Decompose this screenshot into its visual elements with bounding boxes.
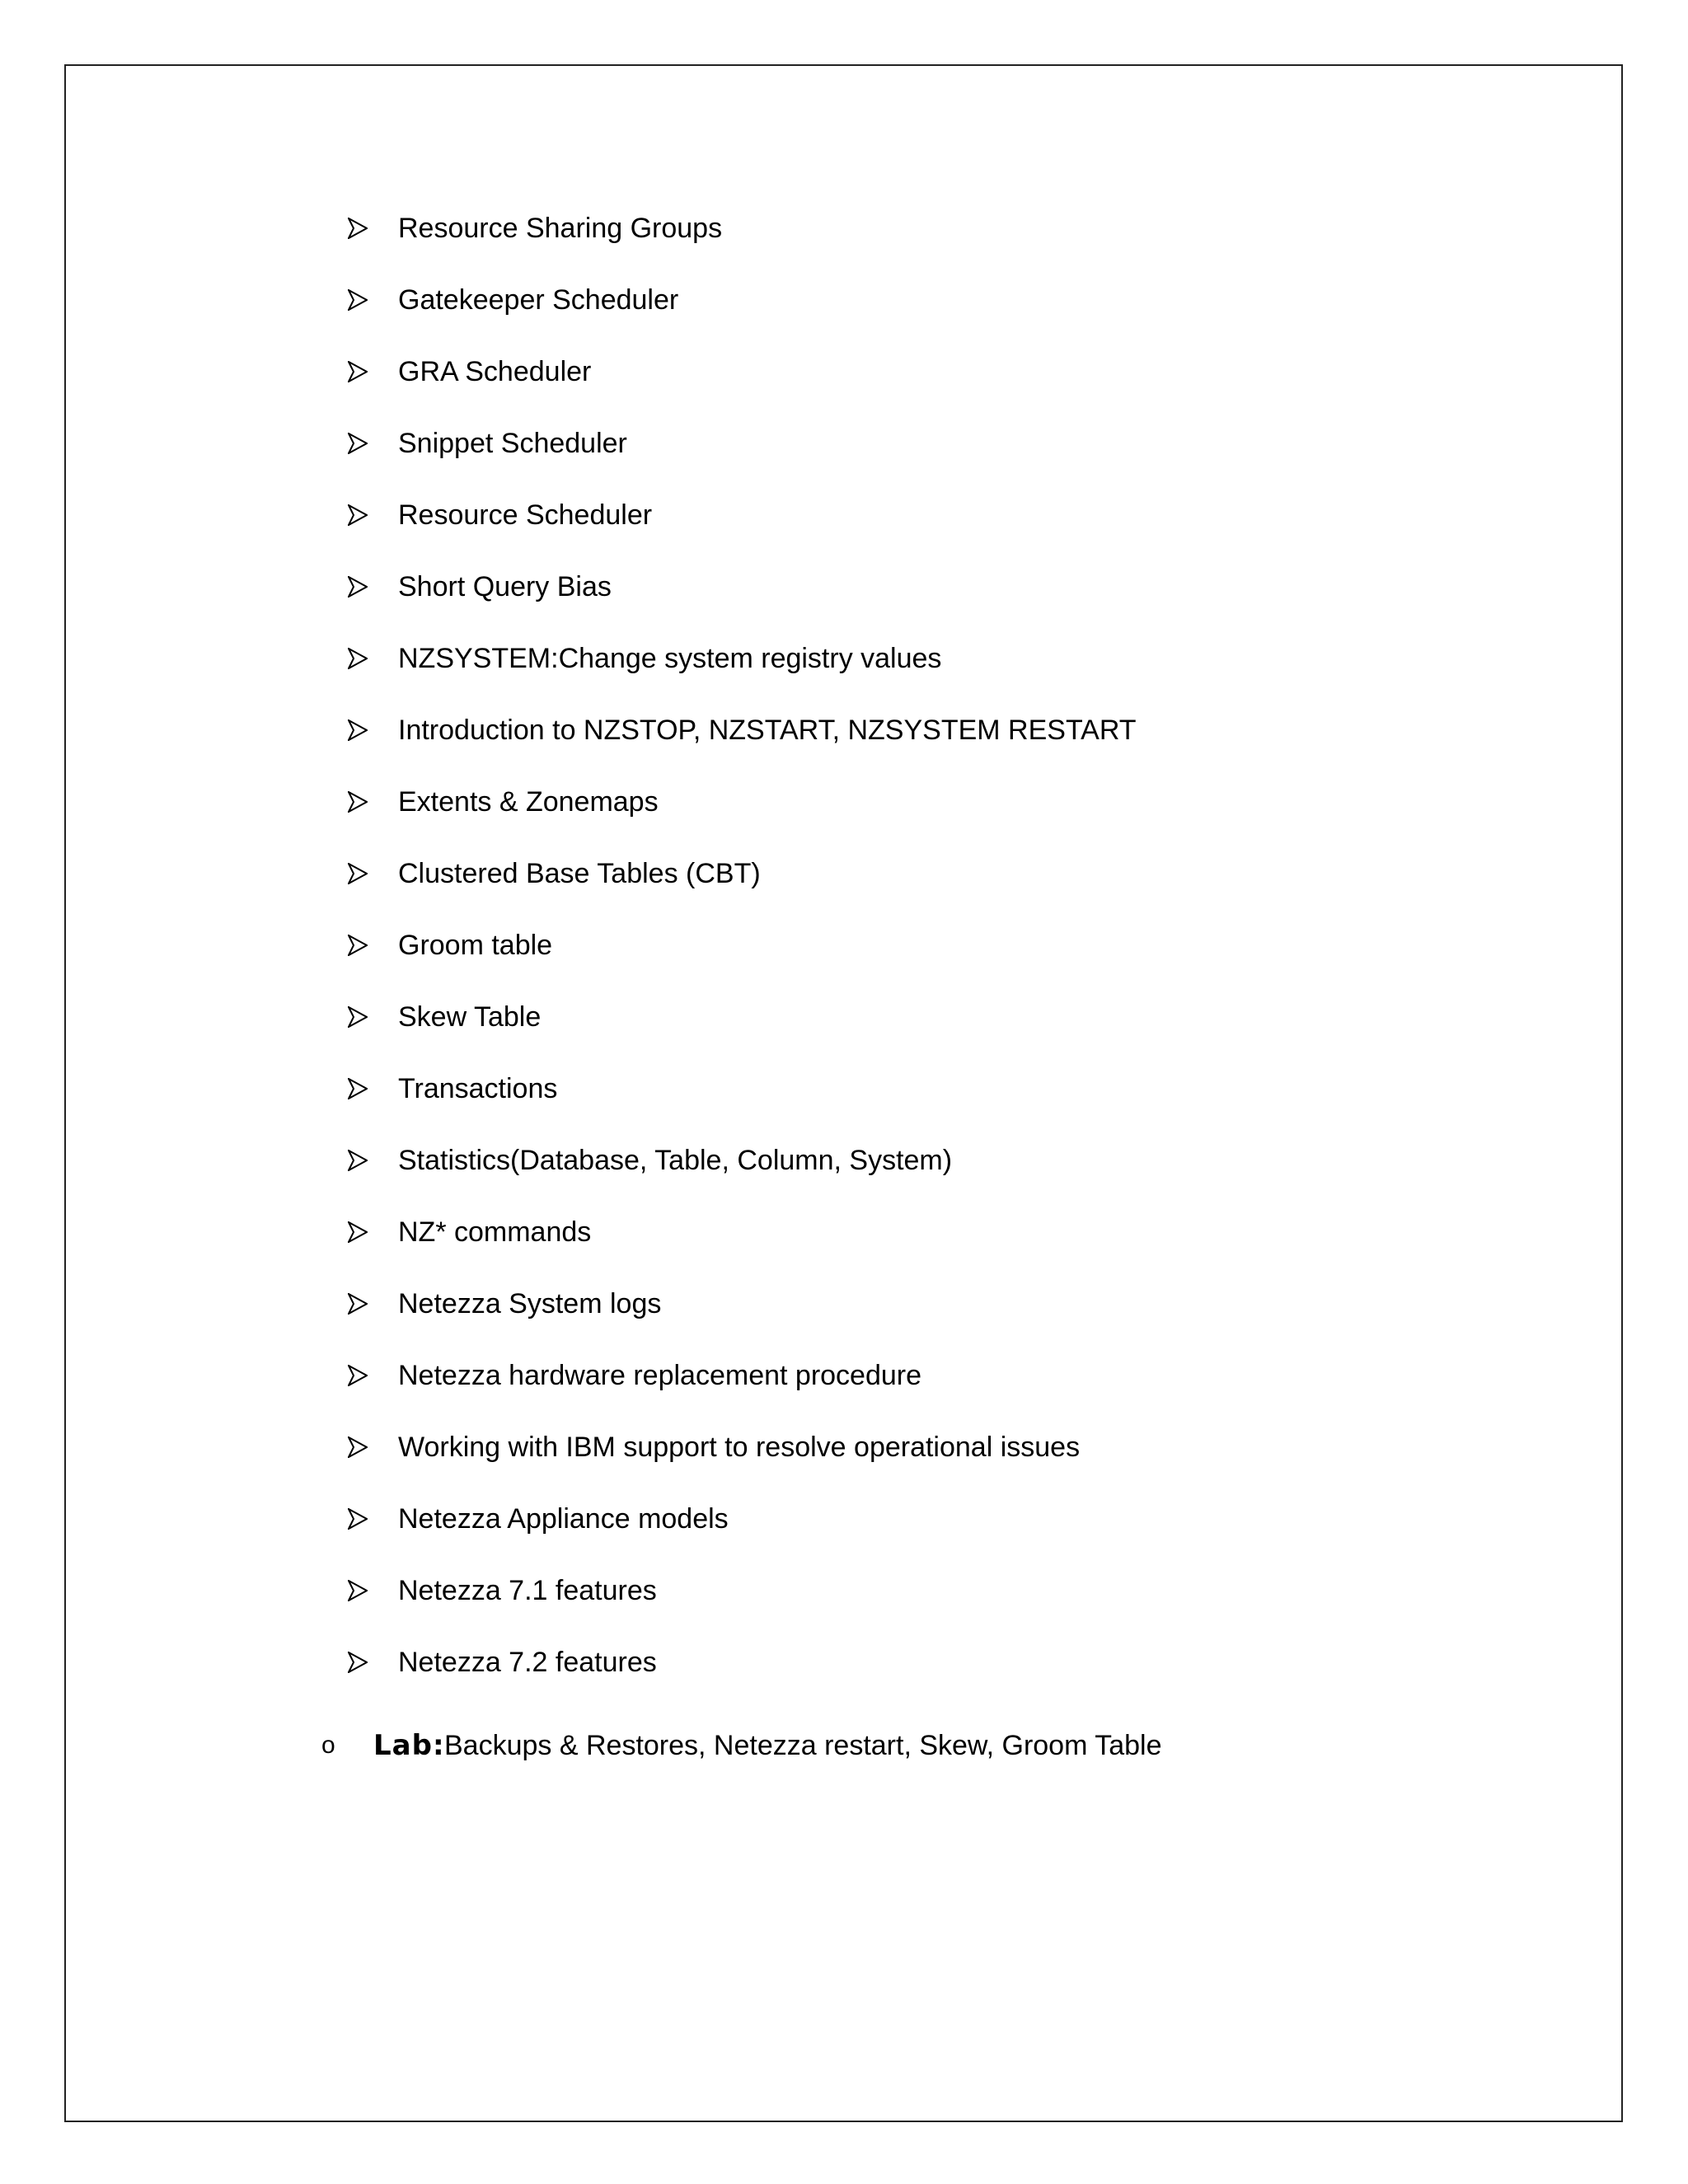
arrow-bullet-icon	[348, 921, 368, 970]
list-item-text: NZSYSTEM:Change system registry values	[398, 643, 942, 674]
list-item-text: Netezza Appliance models	[398, 1503, 729, 1535]
arrow-bullet-icon	[348, 992, 368, 1042]
list-item-text: NZ* commands	[398, 1216, 592, 1248]
arrow-bullet-icon	[348, 777, 368, 827]
arrow-bullet-icon	[348, 1494, 368, 1544]
arrow-bullet-icon	[348, 347, 368, 396]
arrow-bullet-icon	[348, 562, 368, 612]
list-item-text: Working with IBM support to resolve operational issues	[398, 1432, 1081, 1463]
arrow-bullet-icon	[348, 849, 368, 898]
arrow-bullet-icon	[348, 204, 368, 253]
arrow-bullet-icon	[348, 1351, 368, 1400]
arrow-bullet-icon	[348, 1064, 368, 1113]
arrow-bullet-icon	[348, 419, 368, 468]
list-item-text: Netezza hardware replacement procedure	[398, 1360, 922, 1391]
arrow-bullet-icon	[348, 1422, 368, 1472]
list-item-text: Extents & Zonemaps	[398, 786, 659, 818]
list-item-text: Groom table	[398, 930, 553, 961]
arrow-bullet-icon	[348, 490, 368, 540]
list-item-text: Statistics(Database, Table, Column, System)	[398, 1145, 953, 1176]
list-item-text: Introduction to NZSTOP, NZSTART, NZSYSTEM RESTART	[398, 715, 1137, 746]
list-item-text: Netezza 7.1 features	[398, 1575, 657, 1606]
list-item-text: Resource Sharing Groups	[398, 213, 723, 244]
page-border	[64, 64, 1623, 2122]
list-item-text: GRA Scheduler	[398, 356, 592, 387]
arrow-bullet-icon	[348, 634, 368, 683]
list-item-text: Snippet Scheduler	[398, 428, 627, 459]
arrow-bullet-icon	[348, 1638, 368, 1687]
arrow-bullet-icon	[348, 1279, 368, 1329]
arrow-bullet-icon	[348, 1136, 368, 1185]
list-item-text: Skew Table	[398, 1001, 542, 1033]
arrow-bullet-icon	[348, 1566, 368, 1615]
list-item-text: Resource Scheduler	[398, 499, 653, 531]
arrow-bullet-icon	[348, 1207, 368, 1257]
list-item-text: Transactions	[398, 1073, 558, 1104]
list-item-text: Netezza System logs	[398, 1288, 662, 1319]
lab-text: Backups & Restores, Netezza restart, Skew, Groom Table	[444, 1730, 1162, 1761]
list-item-text: Gatekeeper Scheduler	[398, 284, 679, 316]
list-item-text: Short Query Bias	[398, 571, 612, 602]
circle-bullet-icon: o	[321, 1732, 335, 1759]
lab-label: Lab:	[373, 1729, 445, 1762]
arrow-bullet-icon	[348, 705, 368, 755]
list-item-text: Netezza 7.2 features	[398, 1647, 657, 1678]
list-item-text: Clustered Base Tables (CBT)	[398, 858, 761, 889]
arrow-bullet-icon	[348, 275, 368, 325]
